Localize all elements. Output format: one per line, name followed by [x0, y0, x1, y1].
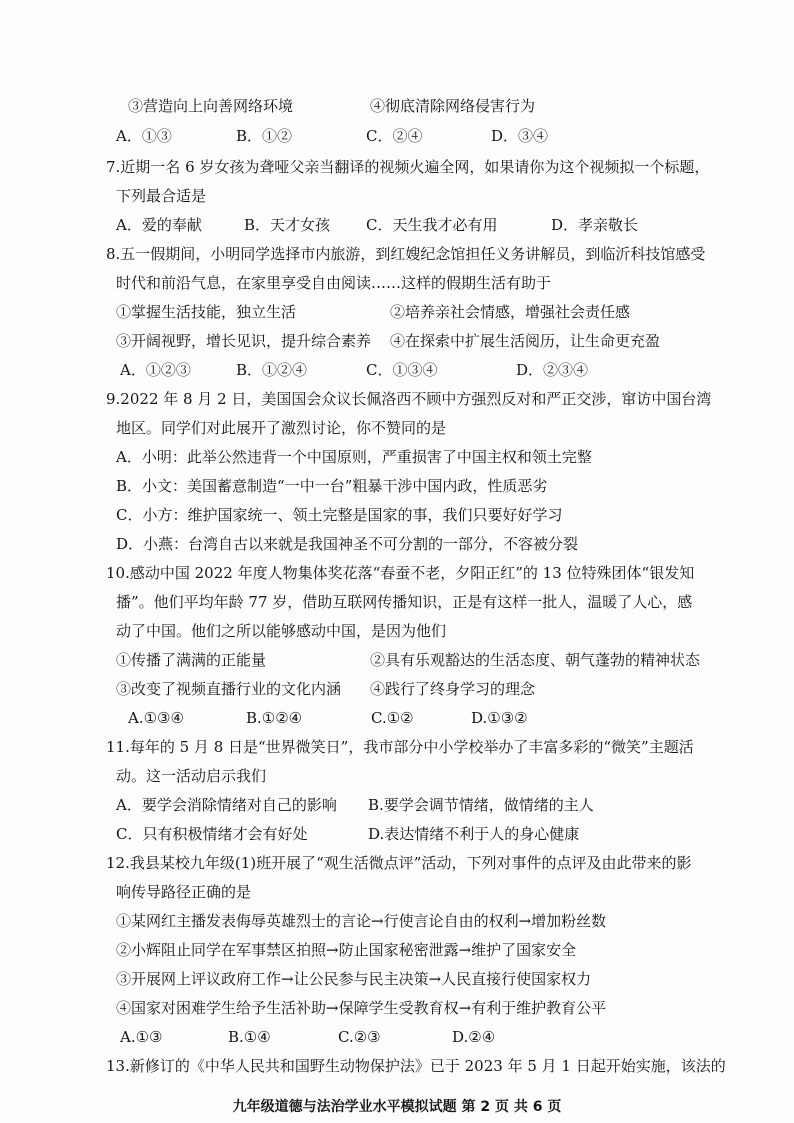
q9-stem-line1: 9.2022 年 8 月 2 日，美国国会众议长佩洛西不顾中方强烈反对和严正交涉，窜访中国台湾: [106, 390, 712, 408]
q7-answer-d: D．孝亲敬长: [551, 216, 639, 234]
q12-answer-c: C.②③: [338, 1028, 381, 1046]
q12-option-4: ④国家对困难学生给予生活补助→保障学生受教育权→有利于维护教育公平: [116, 999, 607, 1017]
q10-stem-line2: 播”。他们平均年龄 77 岁，借助互联网传播知识，正是有这样一批人，温暖了人心，感: [116, 593, 693, 611]
q11-option-d: D.表达情绪不利于人的身心健康: [368, 825, 580, 843]
q10-option-1: ①传播了满满的正能量: [116, 651, 267, 669]
q9-option-b: B．小文：美国蓄意制造“一中一台”粗暴干涉中国内政，性质恶劣: [116, 477, 548, 495]
q10-stem-line3: 动了中国。他们之所以能够感动中国，是因为他们: [116, 622, 447, 640]
q7-answer-c: C．天生我才必有用: [366, 216, 498, 234]
q11-option-b: B.要学会调节情绪，做情绪的主人: [368, 796, 594, 814]
q10-option-4: ④践行了终身学习的理念: [370, 680, 536, 698]
q13-stem-line1: 13.新修订的《中华人民共和国野生动物保护法》已于 2023 年 5 月 1 日起开始实施，该法的: [106, 1057, 726, 1075]
q6-answer-d: D．③④: [491, 127, 549, 145]
q10-answer-b: B.①②④: [246, 709, 303, 727]
q7-answer-a: A．爱的奉献: [116, 216, 202, 234]
q10-option-2: ②具有乐观豁达的生活态度、朝气蓬勃的精神状态: [370, 651, 701, 669]
q9-option-d: D．小燕：台湾自古以来就是我国神圣不可分割的一部分，不容被分裂: [116, 535, 579, 553]
q8-answer-d: D．②③④: [516, 361, 589, 379]
q12-option-3: ③开展网上评议政府工作→让公民参与民主决策→人民直接行使国家权力: [116, 970, 592, 988]
q8-answer-c: C．①③④: [366, 361, 438, 379]
q6-answer-b: B．①②: [236, 127, 293, 145]
q11-stem-line1: 11.每年的 5 月 8 日是“世界微笑日”，我市部分中小学校举办了丰富多彩的“微笑”主题活: [106, 738, 694, 756]
q8-option-3: ③开阔视野，增长见识，提升综合素养: [116, 332, 372, 350]
q10-answer-c: C.①②: [371, 709, 414, 727]
q11-option-a: A．要学会消除情绪对自己的影响: [116, 796, 337, 814]
q12-option-2: ②小辉阻止同学在军事禁区拍照→防止国家秘密泄露→维护了国家安全: [116, 941, 577, 959]
q6-answer-a: A．①③: [116, 127, 172, 145]
q8-option-4: ④在探索中扩展生活阅历，让生命更充盈: [390, 332, 661, 350]
q9-option-c: C．小方：维护国家统一、领土完整是国家的事，我们只要好好学习: [116, 506, 563, 524]
q7-answer-b: B．天才女孩: [244, 216, 331, 234]
q8-answer-b: B．①②④: [236, 361, 308, 379]
q6-answer-c: C．②④: [366, 127, 423, 145]
q9-stem-line2: 地区。同学们对此展开了激烈讨论，你不赞同的是: [116, 419, 447, 437]
q10-answer-d: D.①③②: [471, 709, 528, 727]
q6-option-4: ④彻底清除网络侵害行为: [370, 97, 536, 115]
q7-stem-line2: 下列最合适是: [116, 187, 207, 205]
q12-answer-a: A.①③: [120, 1028, 163, 1046]
q12-option-1: ①某网红主播发表侮辱英雄烈士的言论→行使言论自由的权利→增加粉丝数: [116, 912, 607, 930]
q8-stem-line1: 8.五一假期间，小明同学选择市内旅游，到红嫂纪念馆担任义务讲解员，到临沂科技馆感受: [106, 245, 706, 263]
q10-option-3: ③改变了视频直播行业的文化内涵: [116, 680, 342, 698]
q6-option-3: ③营造向上向善网络环境: [128, 97, 294, 115]
q8-option-1: ①掌握生活技能，独立生活: [116, 303, 297, 321]
q8-option-2: ②培养亲社会情感，增强社会责任感: [390, 303, 631, 321]
q10-stem-line1: 10.感动中国 2022 年度人物集体奖花落“春蚕不老，夕阳正红”的 13 位特殊团体“银发知: [106, 564, 695, 582]
q8-stem-line2: 时代和前沿气息，在家里享受自由阅读……这样的假期生活有助于: [116, 274, 552, 292]
q7-stem-line1: 7.近期一名 6 岁女孩为聋哑父亲当翻译的视频火遍全网，如果请你为这个视频拟一个标题，: [106, 158, 710, 176]
page-footer: 九年级道德与法治学业水平模拟试题 第 2 页 共 6 页: [232, 1099, 562, 1115]
q12-stem-line2: 响传导路径正确的是: [116, 883, 252, 901]
q10-answer-a: A.①③④: [128, 709, 184, 727]
q8-answer-a: A．①②③: [120, 361, 191, 379]
q11-option-c: C．只有积极情绪才会有好处: [116, 825, 308, 843]
q12-answer-d: D.②④: [452, 1028, 496, 1046]
q12-answer-b: B.①④: [228, 1028, 271, 1046]
q11-stem-line2: 动。这一活动启示我们: [116, 767, 267, 785]
q12-stem-line1: 12.我县某校九年级(1)班开展了“观生活微点评”活动，下列对事件的点评及由此带来的影: [106, 854, 692, 872]
q9-option-a: A．小明：此举公然违背一个中国原则，严重损害了中国主权和领土完整: [116, 448, 592, 466]
